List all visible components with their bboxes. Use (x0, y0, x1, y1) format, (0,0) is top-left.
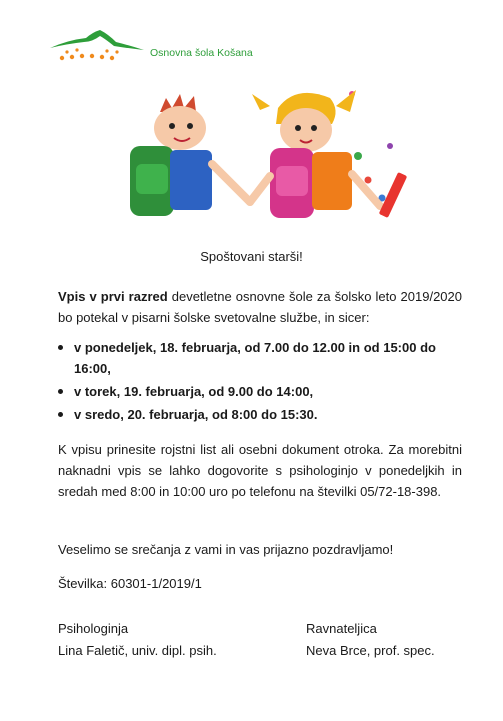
children-illustration (100, 84, 420, 224)
documents-paragraph: K vpisu prinesite rojstni list ali osebni dokument otroka. Za morebitni naknadni vpis se lahko dogovorite s psihologinjo v ponedeljkih in sredah med 8:00 in 10:00 uro po telefonu na številki 05/72-18-398. (58, 442, 462, 499)
closing-paragraph: Veselimo se srečanja z vami in vas prijazno pozdravljamo! (58, 542, 394, 557)
list-item: v torek, 19. februarja, od 9.00 do 14:00, (58, 381, 462, 402)
bullet-icon (58, 345, 63, 350)
bullet-icon (58, 412, 63, 417)
signature-title: Psihologinja (58, 621, 129, 636)
signature-psychologist (58, 618, 217, 662)
bullet-icon (58, 389, 63, 394)
boy-icon (130, 94, 250, 216)
intro-bold: Vpis v prvi razred (58, 289, 168, 304)
intro-paragraph (58, 286, 462, 328)
reference-number: Številka: 60301-1/2019/1 (58, 576, 202, 591)
intro-rest: devetletne osnovne šole za šolsko leto 2019/2020 bo potekal v pisarni šolske svetovalne službe, in sicer: (58, 289, 462, 325)
school-logo (48, 28, 258, 68)
signature-principal (306, 618, 435, 662)
mountain-logo-icon (48, 28, 148, 68)
signature-name: Neva Brce, prof. spec. (306, 643, 435, 658)
signature-name: Lina Faletič, univ. dipl. psih. (58, 643, 217, 658)
list-item: v sredo, 20. februarja, od 8:00 do 15:30. (58, 404, 462, 425)
signature-title: Ravnateljica (306, 621, 377, 636)
greeting: Spoštovani starši! (200, 249, 303, 264)
school-name: Osnovna šola Košana (150, 47, 253, 59)
schedule-list (58, 337, 462, 427)
list-item: v ponedeljek, 18. februarja, od 7.00 do 12.00 in od 15:00 do 16:00, (58, 337, 462, 379)
